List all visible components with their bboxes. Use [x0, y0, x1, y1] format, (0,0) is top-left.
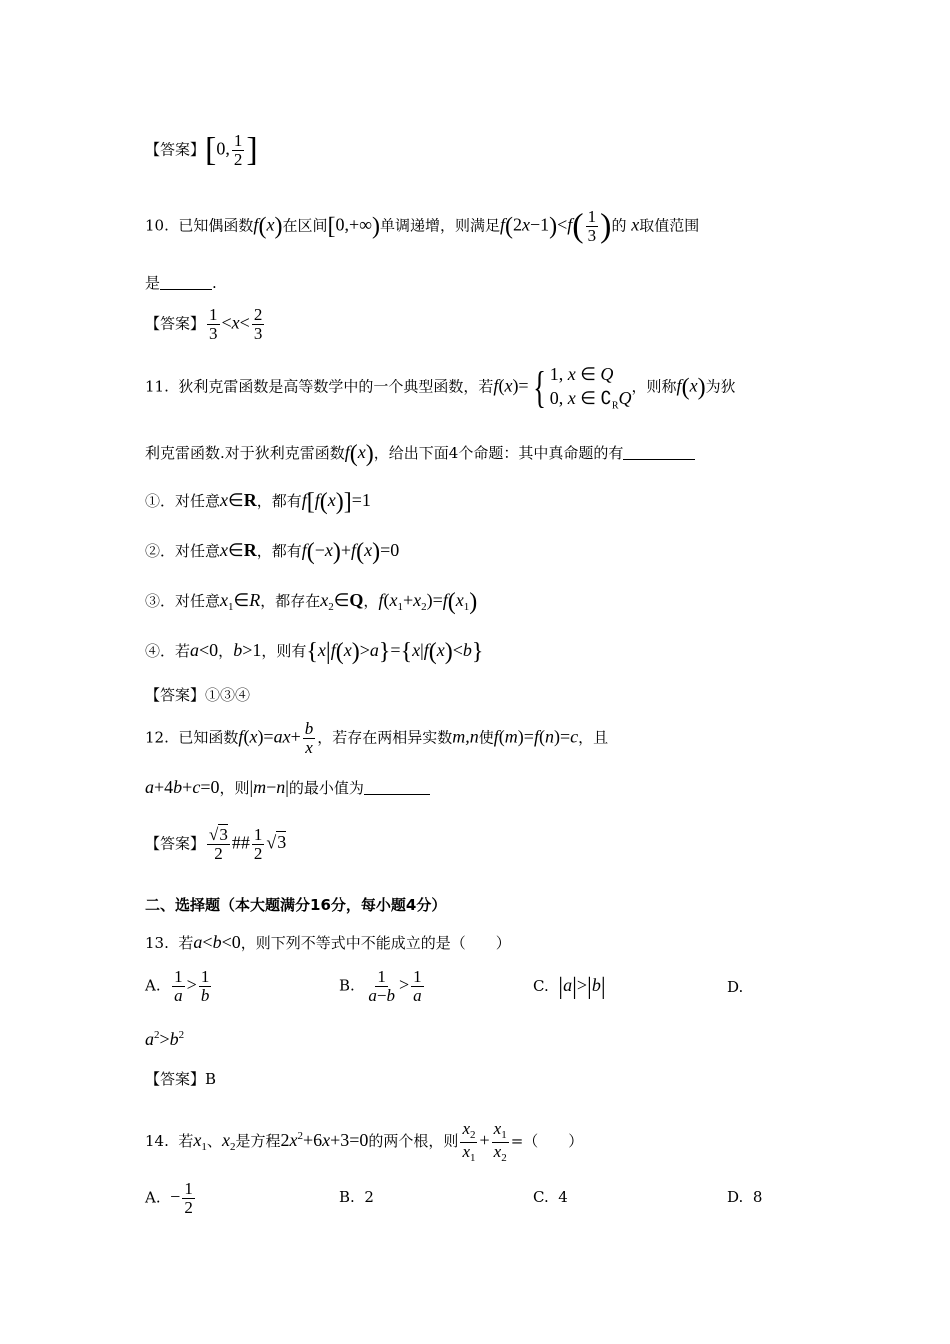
q10-answer: 【答案】 $\frac{1}{3}$ <x< $\frac{2}{3}$	[145, 305, 263, 343]
q10-line2: 是 .	[145, 274, 217, 292]
q11-answer: 【答案】①③④	[145, 686, 251, 704]
answer-label: 【答案】	[145, 1070, 206, 1088]
q14-option-d[interactable]: D. 8	[727, 1188, 763, 1206]
question-number: 11.	[145, 377, 169, 396]
q11-item1: ①．对任意x∈R，都有f[f(x)]=1	[145, 489, 371, 515]
q13-option-a[interactable]: A. $\frac{1}{a}$ > $\frac{1}{b}$	[145, 967, 210, 1005]
answer-blank[interactable]	[623, 459, 695, 460]
answer-label: 【答案】	[145, 686, 206, 704]
q13-option-c[interactable]: C. |a|>|b|	[533, 974, 606, 1000]
q11-item2: ②．对任意x∈R，都有f(−x)+f(x)=0	[145, 539, 400, 565]
q12-answer: 【答案】 $\frac{√3}{2}$ ## $\frac{1}{2}$ √3	[145, 825, 287, 863]
q11-item4: ④．若a<0，b>1，则有{x|f(x)>a}={x|f(x)<b}	[145, 639, 484, 665]
question-number: 10.	[145, 216, 169, 235]
q11-item3: ③．对任意$x_1\in R$，都存在$x_2\in Q$，$f(x_1+x_2)=f(x_1)$	[145, 589, 478, 615]
q13-answer: 【答案】B	[145, 1070, 217, 1088]
answer-label: 【答案】	[145, 834, 206, 853]
q14-option-b[interactable]: B. 2	[339, 1188, 374, 1206]
answer-blank[interactable]	[160, 289, 212, 290]
q11-line1: 11. 狄利克雷函数是高等数学中的一个典型函数，若f(x)= { 1, x ∈ Q 0, x ∈ $∁_RQ$ ，则称f(x)为狄	[145, 362, 736, 412]
question-number: 12.	[145, 728, 169, 747]
q13-option-b[interactable]: B. $\frac{1}{a-b}$ > $\frac{1}{a}$	[339, 967, 422, 1005]
q11-line2: 利克雷函数.对于狄利克雷函数f(x)，给出下面4个命题：其中真命题的有	[145, 442, 695, 466]
question-number: 13.	[145, 934, 169, 952]
q9-answer: 【答案】[0, $\frac{1}{2}$ ]	[145, 131, 258, 169]
q14-line1: 14. 若$x_1$、$x_2$是方程$2x^2+6x+3=0$的两个根，则 $\frac{x_2}{x_1}$ + $\frac{x_1}{x_2}$ =（ ）	[145, 1119, 584, 1164]
q13-option-d-expr: $a^2>b^2$	[145, 1029, 185, 1049]
q14-option-c[interactable]: C. 4	[533, 1188, 568, 1206]
q13-option-d[interactable]: D.	[727, 978, 744, 996]
q10-line1: 10. 已知偶函数f(x)在区间[0,+∞)单调递增，则满足f(2x−1)<f( $\frac{1}{3}$ )的 x取值范围	[145, 207, 700, 245]
q14-option-a[interactable]: A. − $\frac{1}{2}$	[145, 1179, 193, 1217]
section-title: 二、选择题（本大题满分16分，每小题4分）	[145, 896, 447, 914]
answer-label: 【答案】	[145, 314, 206, 333]
fraction: $\frac{1}{2}$	[233, 131, 243, 169]
q13-line1: 13. 若a<b<0，则下列不等式中不能成立的是（ ）	[145, 932, 511, 952]
q12-line1: 12. 已知函数f(x)=ax+ $\frac{b}{x}$ ，若存在两相异实数m,n使f(m)=f(n)=c，且	[145, 719, 609, 757]
answer-blank[interactable]	[364, 794, 430, 795]
q12-line2: a+4b+c=0，则|m−n|的最小值为	[145, 778, 430, 796]
answer-label: 【答案】	[145, 140, 206, 159]
question-number: 14.	[145, 1132, 169, 1151]
